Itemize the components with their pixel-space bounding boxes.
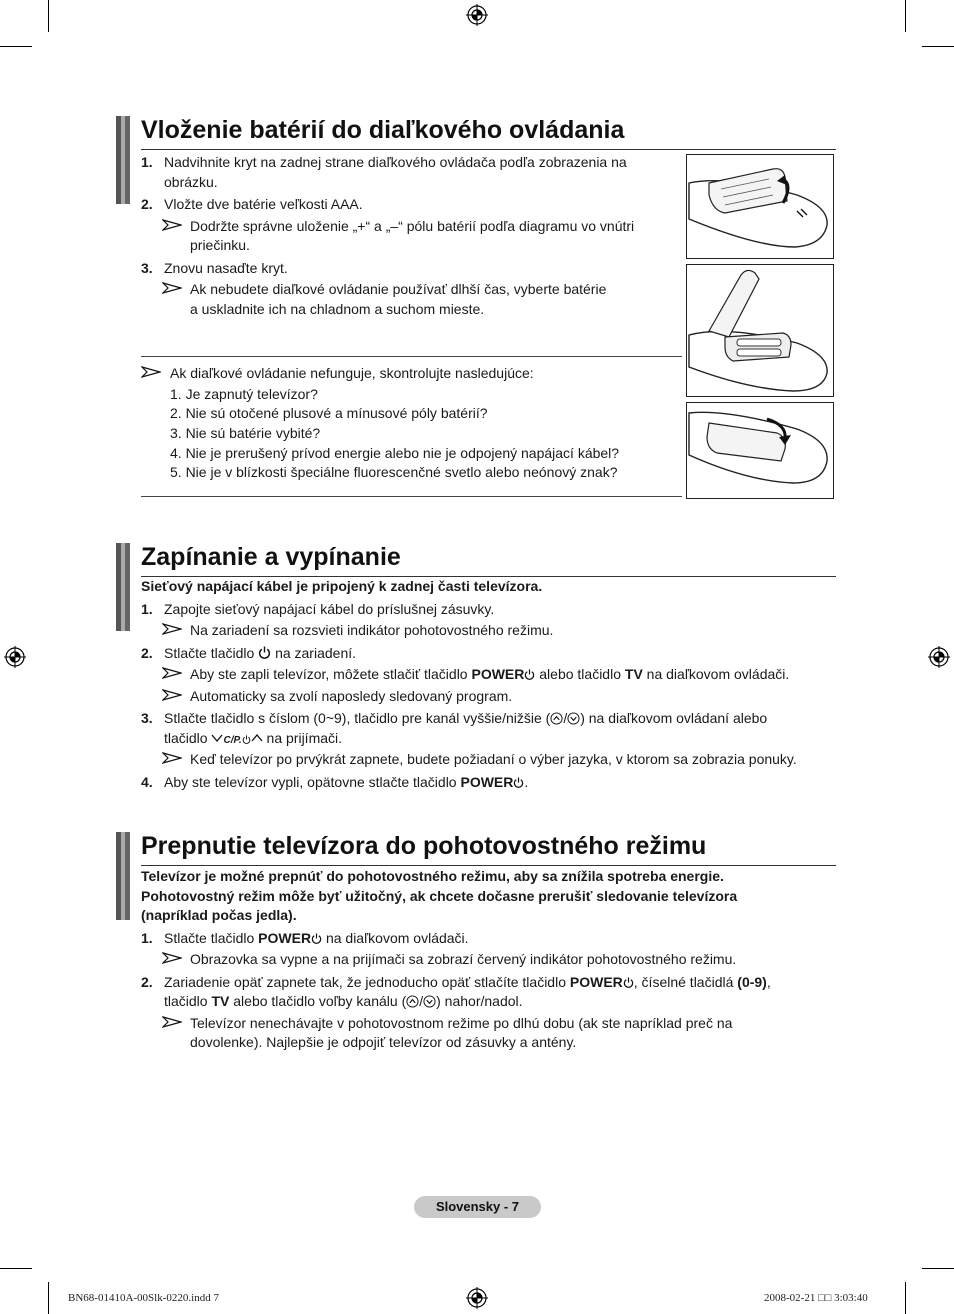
power-icon (623, 977, 634, 988)
section-intro: (napríklad počas jedla). (141, 907, 297, 923)
note-text: Automaticky sa zvolí naposledy sledovaný program. (190, 688, 513, 704)
note-text: Obrazovka sa vypne a na prijímači sa zobrazí červený indikátor pohotovostného režimu. (190, 951, 737, 967)
section-title: Prepnutie televízora do pohotovostného režimu (141, 832, 836, 866)
step-text: Stlačte tlačidlo na zariadení. (164, 645, 357, 661)
crop-mark (905, 0, 906, 32)
section-intro: Sieťový napájací kábel je pripojený k zadnej časti televízora. (141, 578, 543, 594)
step-text: Nadvihnite kryt na zadnej strane diaľkového ovládača podľa zobrazenia na (164, 154, 627, 170)
registration-mark-icon (928, 646, 950, 668)
note-arrow-icon (141, 366, 161, 378)
note-arrow-icon (162, 623, 182, 635)
date-slug: 2008-02-21 □□ 3:03:40 (764, 1292, 868, 1304)
step-text: Zapojte sieťový napájací kábel do príslušnej zásuvky. (164, 601, 495, 617)
section-title: Zapínanie a vypínanie (141, 543, 836, 577)
crop-mark (0, 46, 32, 47)
check-item: 3. Nie sú batérie vybité? (170, 425, 321, 441)
step-number: 4. (141, 774, 153, 790)
step-text: Vložte dve batérie veľkosti AAA. (164, 196, 363, 212)
section-intro: Televízor je možné prepnúť do pohotovostného režimu, aby sa znížila spotreba energie. (141, 868, 724, 884)
step-text: Aby ste televízor vypli, opätovne stlačte tlačidlo POWER . (164, 774, 529, 790)
chevron-up-icon (251, 733, 263, 743)
step-number: 2. (141, 645, 153, 661)
crop-mark (922, 1268, 954, 1269)
note-arrow-icon (162, 282, 182, 294)
section-bar (116, 832, 132, 920)
note-arrow-icon (162, 952, 182, 964)
section-bar (116, 543, 132, 631)
section-intro: Pohotovostný režim môže byť užitočný, ak chcete dočasne prerušiť sledovanie televízora (141, 888, 738, 904)
divider (141, 496, 682, 497)
check-item: 1. Je zapnutý televízor? (170, 386, 318, 402)
step-text: Stlačte tlačidlo s číslom (0~9), tlačidlo pre kanál vyššie/nižšie ( / ) na diaľkovom ovládaní alebo (164, 710, 768, 726)
file-slug: BN68-01410A-00Slk-0220.indd 7 (68, 1292, 219, 1304)
divider (141, 356, 682, 357)
power-icon (242, 735, 251, 744)
note-text: dovolenke). Najlepšie je odpojiť televízor od zásuvky a antény. (190, 1034, 577, 1050)
note-text: Aby ste zapli televízor, môžete stlačiť tlačidlo POWER alebo tlačidlo TV na diaľkovom ovládači. (190, 666, 790, 682)
remote-close-cover-figure (686, 402, 834, 499)
note-text: Dodržte správne uloženie „+“ a „–“ pólu batérií podľa diagramu vo vnútri (190, 218, 635, 234)
note-arrow-icon (162, 1016, 182, 1028)
step-text: tlačidlo TV alebo tlačidlo voľby kanálu ( / ) nahor/nadol. (164, 993, 523, 1009)
note-text: priečinku. (190, 237, 250, 253)
registration-mark-icon (466, 4, 488, 26)
crop-mark (905, 1282, 906, 1314)
step-number: 1. (141, 930, 153, 946)
check-item: 4. Nie je prerušený prívod energie alebo nie je odpojený napájací kábel? (170, 445, 620, 461)
power-icon (524, 669, 535, 680)
channel-down-icon (423, 995, 436, 1008)
note-arrow-icon (162, 689, 182, 701)
crop-mark (48, 1282, 49, 1314)
step-text: Zariadenie opäť zapnete tak, že jednoducho opäť stlačíte tlačidlo POWER , číselné tlačidlá (0-9), (164, 974, 771, 990)
step-number: 2. (141, 974, 153, 990)
check-item: 5. Nie je v blízkosti špeciálne fluorescenčné svetlo alebo neónový znak? (170, 464, 618, 480)
step-number: 3. (141, 710, 153, 726)
power-icon (258, 646, 271, 659)
power-icon (513, 777, 524, 788)
page-number-badge: Slovensky - 7 (414, 1196, 541, 1218)
remote-open-cover-figure (686, 154, 834, 259)
channel-down-icon (567, 712, 580, 725)
crop-mark (0, 1268, 32, 1269)
crop-mark (922, 46, 954, 47)
step-number: 1. (141, 154, 153, 170)
section-title: Vloženie batérií do diaľkového ovládania (141, 116, 836, 150)
registration-mark-icon (466, 1287, 488, 1309)
step-text: obrázku. (164, 174, 218, 190)
note-text: Ak nebudete diaľkové ovládanie používať dlhší čas, vyberte batérie (190, 281, 607, 297)
channel-up-icon (406, 995, 419, 1008)
note-arrow-icon (162, 752, 182, 764)
note-text: Keď televízor po prvýkrát zapnete, budete požiadaní o výber jazyka, v ktorom sa zobrazia ponuky. (190, 751, 797, 767)
step-text: Stlačte tlačidlo POWER na diaľkovom ovládači. (164, 930, 469, 946)
step-number: 2. (141, 196, 153, 212)
step-number: 3. (141, 260, 153, 276)
note-text: a uskladnite ich na chladnom a suchom mieste. (190, 301, 485, 317)
registration-mark-icon (4, 646, 26, 668)
note-arrow-icon (162, 667, 182, 679)
step-text: tlačidlo C/P. na prijímači. (164, 730, 343, 746)
step-text: Znovu nasaďte kryt. (164, 260, 288, 276)
check-intro: Ak diaľkové ovládanie nefunguje, skontrolujte nasledujúce: (170, 365, 534, 381)
note-text: Na zariadení sa rozsvieti indikátor pohotovostného režimu. (190, 622, 554, 638)
power-icon (311, 933, 322, 944)
chevron-down-icon (211, 733, 223, 743)
check-item: 2. Nie sú otočené plusové a mínusové póly batérií? (170, 405, 488, 421)
crop-mark (48, 0, 49, 32)
remote-insert-batteries-figure (686, 264, 834, 397)
note-text: Televízor nenechávajte v pohotovostnom režime po dlhú dobu (ak ste napríklad preč na (190, 1015, 733, 1031)
channel-up-icon (550, 712, 563, 725)
note-arrow-icon (162, 219, 182, 231)
section-bar (116, 116, 132, 204)
step-number: 1. (141, 601, 153, 617)
